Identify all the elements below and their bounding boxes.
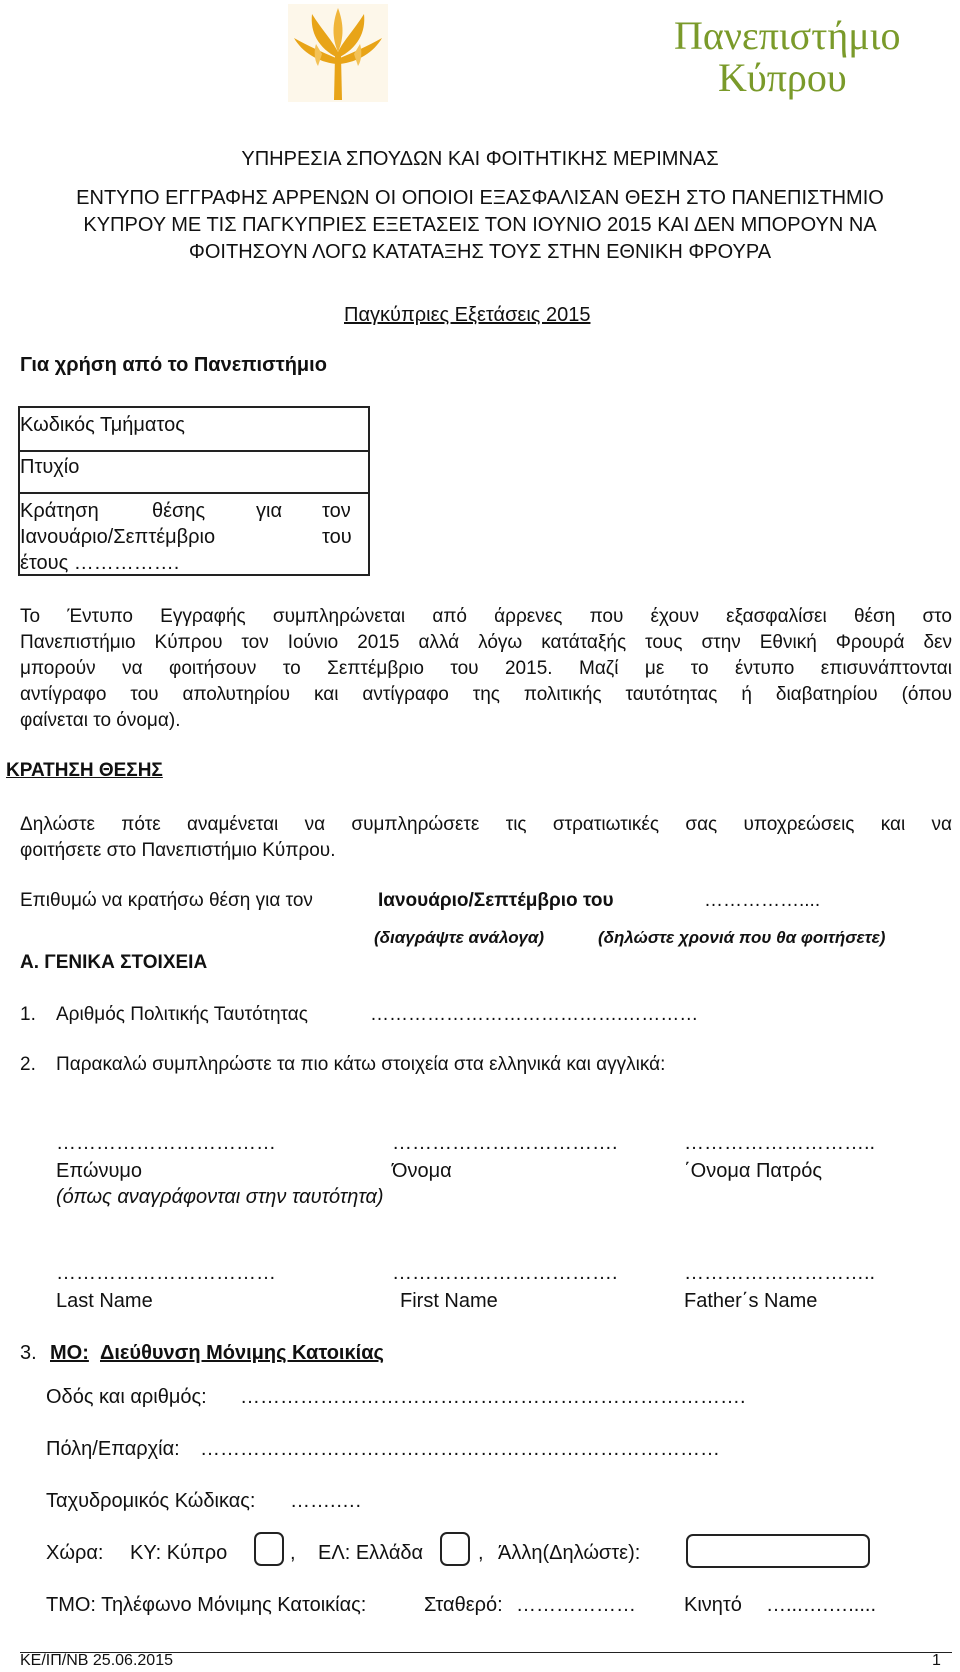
page-number: 1 — [932, 1652, 941, 1669]
father-name-greek-field[interactable]: ……………………….. — [684, 1132, 876, 1154]
logo-text-line1: Πανεπιστήμιο — [674, 13, 901, 58]
form-title-line: ΦΟΙΤΗΣΟΥΝ ΛΟΓΩ ΚΑΤΑΤΑΞΗΣ ΤΟΥΣ ΣΤΗΝ ΕΘΝΙΚΗ ΦΡΟΥΡΑ — [188, 241, 772, 263]
declare-line: Δηλώστε πότε αναμένεται να συμπληρώσετε τις στρατιωτικές σας υποχρεώσεις και να — [20, 814, 952, 835]
comma-separator: , — [290, 1542, 296, 1564]
item3-number: 3. — [20, 1342, 37, 1364]
reservation-heading: ΚΡΑΤΗΣΗ ΘΕΣΗΣ — [6, 760, 163, 781]
country-label: Χώρα: — [46, 1542, 104, 1564]
id-number-field[interactable]: ………………………………….………… — [370, 1004, 699, 1025]
intro-line: αντίγραφο του απολυτηρίου και αντίγραφο της πολιτικής ταυτότητας ή διαβατηρίου (όπου — [20, 684, 952, 705]
reservation-word: για — [256, 500, 283, 522]
mobile-label: Κινητό — [684, 1594, 742, 1616]
reservation-word: τον — [322, 500, 351, 522]
year-note: (δηλώστε χρονιά που θα φοιτήσετε) — [598, 928, 886, 947]
name-greek-label: Όνομα — [392, 1160, 452, 1182]
exams-label: Παγκύπριες Εξετάσεις 2015 — [344, 304, 591, 326]
id-number-label: Αριθμός Πολιτικής Ταυτότητας — [56, 1004, 308, 1025]
street-label: Οδός και αριθμός: — [46, 1386, 207, 1408]
degree-field[interactable]: Πτυχίο — [20, 456, 80, 478]
service-title: ΥΠΗΡΕΣΙΑ ΣΠΟΥΔΩΝ ΚΑΙ ΦΟΙΤΗΤΙΚΗΣ ΜΕΡΙΜΝΑΣ — [241, 148, 719, 170]
country-other-label: Άλλη(Δηλώστε): — [498, 1542, 641, 1564]
greek-names-note: (όπως αναγράφονται στην ταυτότητα) — [56, 1186, 384, 1208]
father-name-greek-label: ΄Ονομα Πατρός — [684, 1160, 823, 1182]
box-divider — [20, 492, 368, 494]
declare-line: φοιτήσετε στο Πανεπιστήμιο Κύπρου. — [20, 840, 336, 861]
last-name-field[interactable]: …………………………… — [56, 1262, 276, 1284]
reservation-line2-right: του — [322, 526, 352, 548]
reservation-line2-left: Ιανουάριο/Σεπτέμβριο — [20, 526, 216, 548]
country-cy-label: ΚΥ: Κύπρο — [130, 1542, 228, 1564]
wish-prefix: Επιθυμώ να κρατήσω θέση για τον — [20, 890, 313, 911]
name-greek-field[interactable]: ……………………………. — [392, 1132, 618, 1154]
comma-separator: , — [478, 1542, 484, 1564]
surname-greek-field[interactable]: …………………………… — [56, 1132, 276, 1154]
first-name-label: First Name — [400, 1290, 498, 1312]
reservation-word: Κράτηση — [20, 500, 99, 522]
intro-line: Πανεπιστήμιο Κύπρου τον Ιούνιο 2015 αλλά λόγω κατάταξής τους στην Εθνική Φρουρά δεν — [20, 632, 952, 653]
phone-label: ΤΜΟ: Τηλέφωνο Μόνιμης Κατοικίας: — [46, 1594, 367, 1616]
general-heading: Α. ΓΕΝΙΚΑ ΣΤΟΙΧΕΙΑ — [20, 952, 208, 973]
city-field[interactable]: …………………………………………………………………… — [200, 1438, 720, 1460]
intro-line: φαίνεται το όνομα). — [20, 710, 181, 731]
country-other-input[interactable] — [686, 1534, 870, 1568]
wish-year-field[interactable]: …………….... — [704, 890, 821, 911]
item1-number: 1. — [20, 1004, 36, 1025]
reservation-word: θέσης — [152, 500, 206, 522]
father-name-label: Father΄s Name — [684, 1290, 818, 1312]
last-name-label: Last Name — [56, 1290, 153, 1312]
box-divider — [20, 450, 368, 452]
item2-number: 2. — [20, 1054, 36, 1075]
address-heading: Διεύθυνση Μόνιμης Κατοικίας — [100, 1342, 384, 1364]
postal-code-field[interactable]: …….…. — [290, 1490, 362, 1512]
tree-emblem-icon — [288, 4, 388, 102]
strike-note: (διαγράψτε ανάλογα) — [374, 928, 545, 947]
intro-line: μπορούν να φοιτήσουν το Σεπτέμβριο του 2015. Μαζί με το έντυπο επισυνάπτονται — [20, 658, 952, 679]
wish-period-choice[interactable]: Ιανουάριο/Σεπτέμβριο του — [378, 890, 614, 911]
university-use-heading: Για χρήση από το Πανεπιστήμιο — [20, 354, 327, 376]
street-field[interactable]: …………………………………………………………………. — [240, 1386, 746, 1408]
form-title-line: ΚΥΠΡΟΥ ΜΕ ΤΙΣ ΠΑΓΚΥΠΡΙΕΣ ΕΞΕΤΑΣΕΙΣ ΤΟΝ ΙΟΥΝΙΟ 2015 ΚΑΙ ΔΕΝ ΜΠΟΡΟΥΝ ΝΑ — [83, 214, 877, 236]
department-code-field[interactable]: Κωδικός Τμήματος — [20, 414, 185, 436]
mo-label: ΜΟ: — [50, 1342, 89, 1364]
mobile-field[interactable]: …...….…..... — [766, 1594, 877, 1616]
reservation-line3: έτους ……………. — [20, 552, 180, 574]
form-title-line: ΕΝΤΥΠΟ ΕΓΓΡΑΦΗΣ ΑΡΡΕΝΩΝ ΟΙ ΟΠΟΙΟΙ ΕΞΑΣΦΑΛΙΣΑΝ ΘΕΣΗ ΣΤΟ ΠΑΝΕΠΙΣΤΗΜΙΟ — [76, 187, 884, 209]
postal-code-label: Ταχυδρομικός Κώδικας: — [46, 1490, 256, 1512]
first-name-field[interactable]: ……………………………. — [392, 1262, 618, 1284]
country-cy-checkbox[interactable] — [254, 1532, 284, 1566]
intro-paragraph — [20, 604, 952, 734]
father-name-field[interactable]: ……………………….. — [684, 1262, 876, 1284]
intro-line: Το Έντυπο Εγγραφής συμπληρώνεται από άρρενες που έχουν εξασφαλίσει θέση στο — [20, 606, 952, 627]
surname-greek-label: Επώνυμο — [56, 1160, 143, 1182]
footer-code: ΚΕ/ΙΠ/ΝΒ 25.06.2015 — [20, 1652, 173, 1669]
university-logo — [288, 2, 901, 102]
country-gr-checkbox[interactable] — [440, 1532, 470, 1566]
landline-field[interactable]: ……………… — [516, 1594, 636, 1616]
declare-paragraph — [20, 812, 952, 864]
names-instruction: Παρακαλώ συμπληρώστε τα πιο κάτω στοιχεία στα ελληνικά και αγγλικά: — [56, 1054, 666, 1075]
landline-label: Σταθερό: — [424, 1594, 503, 1616]
logo-text-line2: Κύπρου — [718, 55, 847, 100]
form-title — [0, 185, 960, 266]
country-gr-label: ΕΛ: Ελλάδα — [318, 1542, 424, 1564]
city-label: Πόλη/Επαρχία: — [46, 1438, 180, 1460]
